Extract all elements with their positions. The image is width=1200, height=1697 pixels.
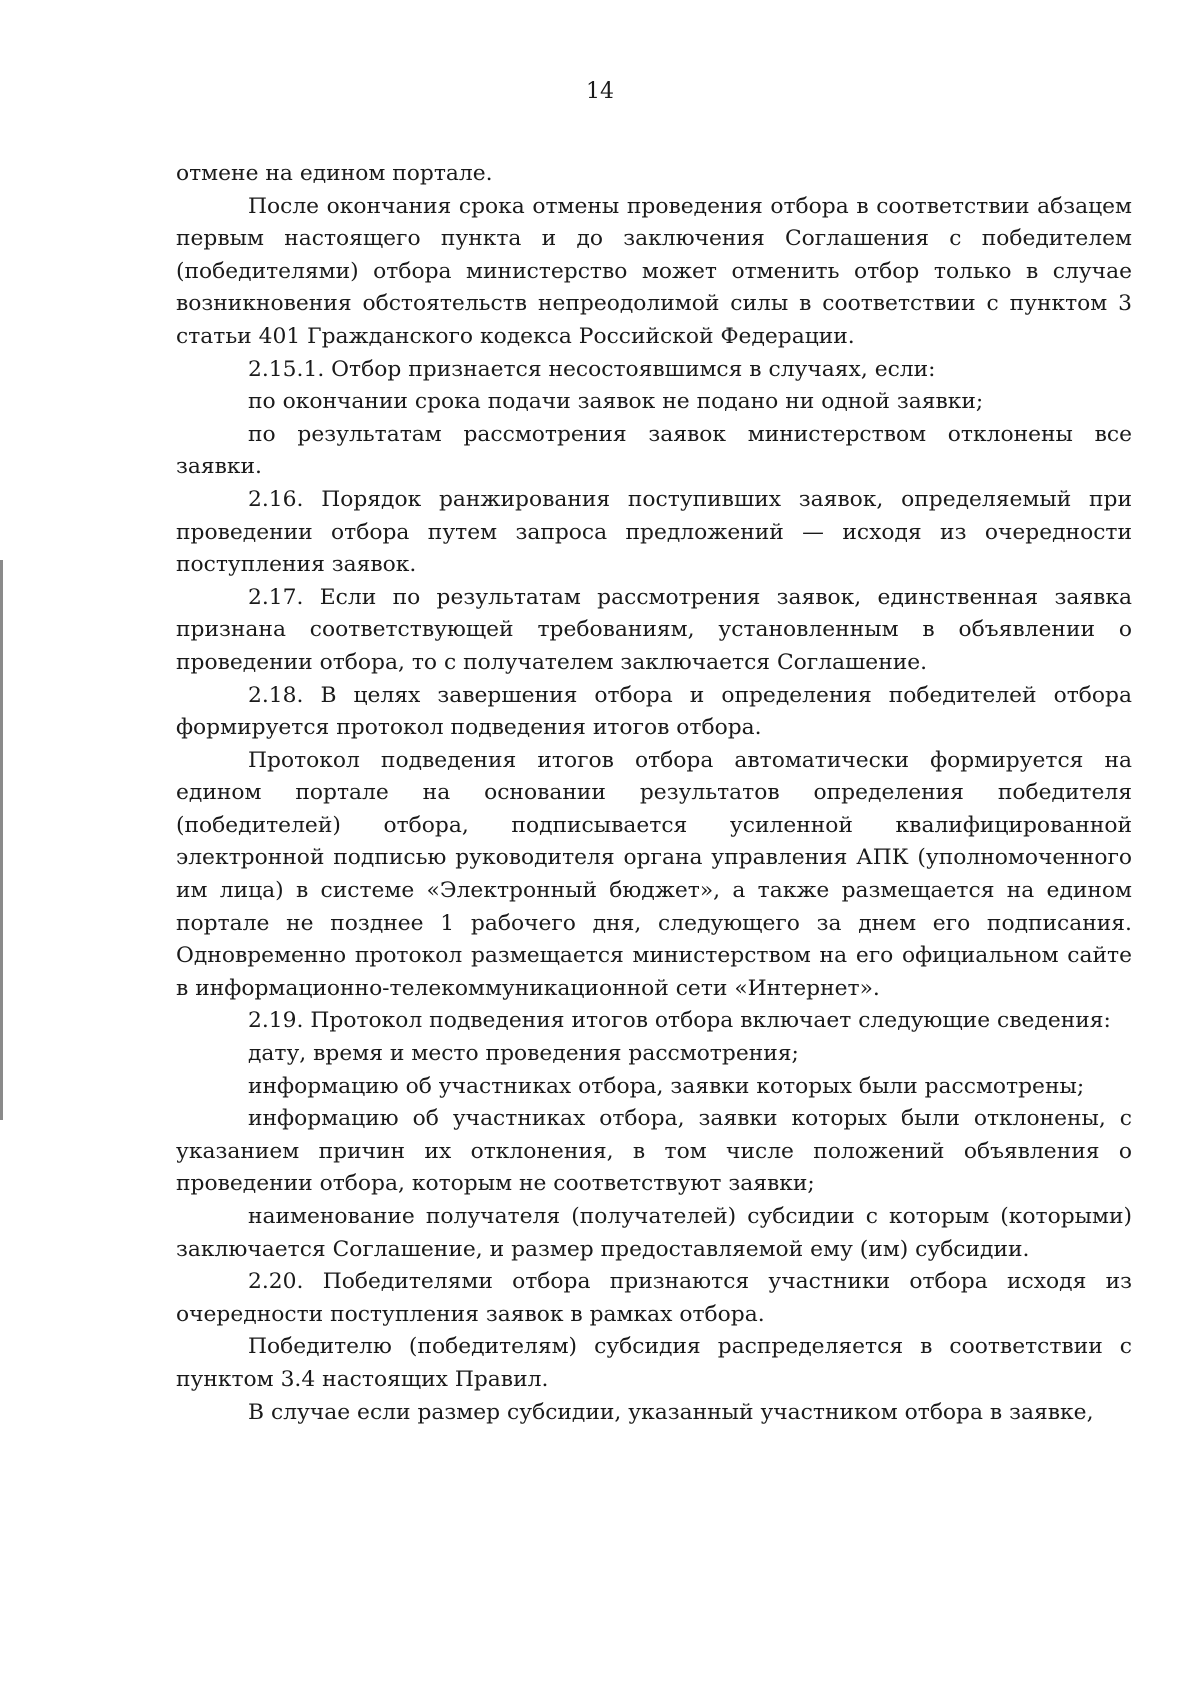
paragraph: 2.17. Если по результатам рассмотрения заявок, единственная заявка признана соответствующей требованиям, установленным в объявлении о проведении отбора, то с получателем заключается Соглашение. <box>176 584 1132 675</box>
paragraph: отмене на едином портале. <box>176 161 493 186</box>
paragraph: дату, время и место проведения рассмотрения; <box>248 1041 799 1067</box>
paragraph: После окончания срока отмены проведения отбора в соответствии абзацем первым настоящего пункта и до заключения Соглашения с победителем (победителями) отбора министерство может отменить отбор только в случае возникновения обстоятельств непреодолимой силы в соответствии с пунктом 3 статьи 401 Гражданского кодекса Российской Федерации. <box>176 193 1132 349</box>
paragraph: 2.15.1. Отбор признается несостоявшимся в случаях, если: <box>248 356 936 382</box>
paragraph: 2.18. В целях завершения отбора и определения победителей отбора формируется протокол подведения итогов отбора. <box>176 682 1132 741</box>
paragraph: Протокол подведения итогов отбора автоматически формируется на едином портале на основании результатов определения победителя (победителей) отбора, подписывается усиленной квалифицированной электронной подписью руководителя органа управления АПК (уполномоченного им лица) в системе «Электронный бюджет», а также размещается на едином портале не позднее 1 рабочего дня, следующего за днем его подписания. Одновременно протокол размещается министерством на его официальном сайте в информационно-телекоммуникационной сети «Интернет». <box>176 747 1132 1001</box>
document-body <box>176 158 1132 1429</box>
paragraph: 2.19. Протокол подведения итогов отбора включает следующие сведения: <box>248 1008 1111 1034</box>
scan-edge-mark <box>0 560 3 1120</box>
paragraph: 2.20. Победителями отбора признаются участники отбора исходя из очередности поступления заявок в рамках отбора. <box>176 1269 1132 1327</box>
paragraph: информацию об участниках отбора, заявки которых были отклонены, с указанием причин их отклонения, в том числе положений объявления о проведении отбора, которым не соответствуют заявки; <box>176 1106 1132 1197</box>
paragraph: по окончании срока подачи заявок не подано ни одной заявки; <box>248 389 984 415</box>
paragraph: наименование получателя (получателей) субсидии с которым (которыми) заключается Соглашение, и размер предоставляемой ему (им) субсидии. <box>176 1204 1132 1262</box>
page-number: 14 <box>586 79 614 104</box>
paragraph: Победителю (победителям) субсидия распределяется в соответствии с пунктом 3.4 настоящих Правил. <box>176 1334 1132 1392</box>
paragraph: 2.16. Порядок ранжирования поступивших заявок, определяемый при проведении отбора путем запроса предложений — исходя из очередности поступления заявок. <box>176 486 1132 578</box>
paragraph: информацию об участниках отбора, заявки которых были рассмотрены; <box>248 1073 1085 1099</box>
paragraph: В случае если размер субсидии, указанный участником отбора в заявке, <box>248 1399 1094 1425</box>
paragraph: по результатам рассмотрения заявок министерством отклонены все заявки. <box>176 421 1132 480</box>
